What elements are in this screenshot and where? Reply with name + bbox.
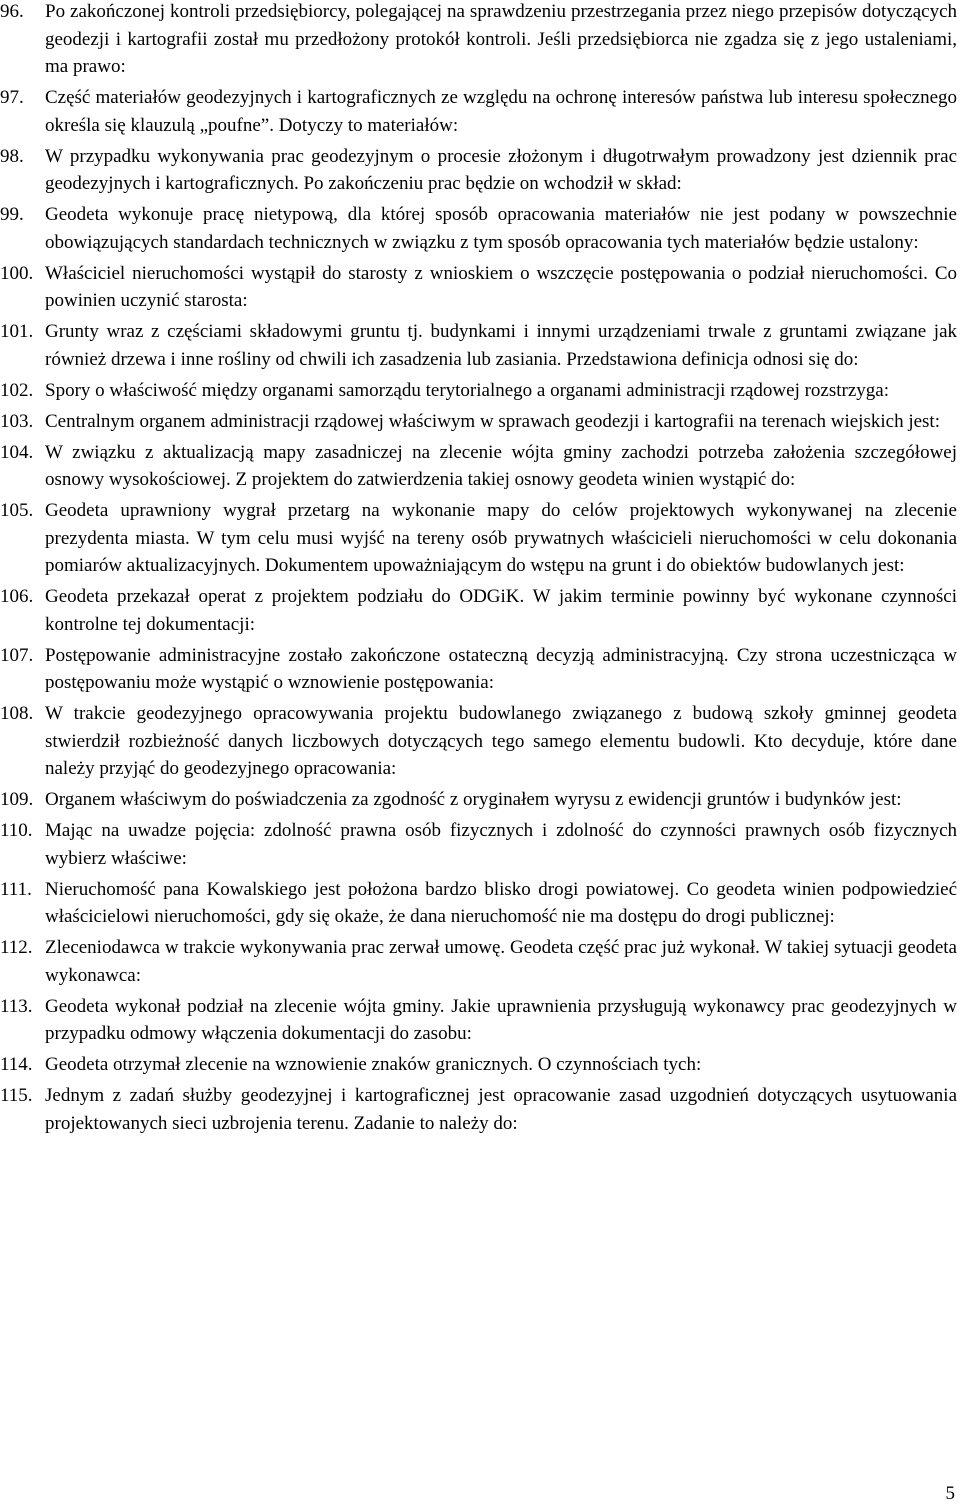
question-number: 115. bbox=[0, 1085, 33, 1106]
question-item bbox=[0, 993, 957, 1048]
question-item bbox=[0, 0, 957, 81]
question-number: 98. bbox=[0, 145, 24, 167]
question-text: Nieruchomość pana Kowalskiego jest położona bardzo blisko drogi powiatowej. Co geodeta winien podpowiedzieć właścicielowi nieruchomości, gdy się okaże, że dana nieruchomość nie ma dostępu do drogi publicznej: bbox=[45, 878, 957, 927]
question-text: W przypadku wykonywania prac geodezyjnym o procesie złożonym i długotrwałym prowadzony jest dziennik prac geodezyjnych i kartograficznych. Po zakończeniu prac będzie on wchodził w skład: bbox=[45, 145, 957, 194]
question-number: 108. bbox=[0, 703, 34, 724]
question-text: Po zakończonej kontroli przedsiębiorcy, polegającej na sprawdzeniu przestrzegania przez niego przepisów dotyczących geodezji i kartografii został mu przedłożony protokół kontroli. Jeśli przedsiębiorca nie zgadza się z jego ustaleniami, ma prawo: bbox=[45, 1, 957, 77]
page-number: 5 bbox=[945, 1483, 955, 1504]
question-text: Postępowanie administracyjne zostało zakończone ostateczną decyzją administracyjną. Czy strona uczestnicząca w postępowaniu może wystąpić o wznowienie postępowania: bbox=[45, 644, 957, 693]
question-number: 114. bbox=[0, 1054, 33, 1075]
question-text: Zleceniodawca w trakcie wykonywania prac zerwał umowę. Geodeta część prac już wykonał. W takiej sytuacji geodeta wykonawca: bbox=[45, 937, 957, 986]
question-item bbox=[0, 642, 957, 697]
question-item bbox=[0, 876, 957, 931]
question-item bbox=[0, 700, 957, 783]
question-item bbox=[0, 934, 957, 989]
question-number: 100. bbox=[0, 262, 34, 284]
question-text: Geodeta przekazał operat z projektem podziału do ODGiK. W jakim terminie powinny być wykonane czynności kontrolne tej dokumentacji: bbox=[45, 586, 957, 635]
question-item bbox=[0, 1082, 957, 1137]
question-item bbox=[0, 318, 957, 373]
question-number: 105. bbox=[0, 500, 34, 521]
question-number: 111. bbox=[0, 878, 32, 900]
question-item bbox=[0, 583, 957, 638]
question-text: Jednym z zadań służby geodezyjnej i kartograficznej jest opracowanie zasad uzgodnień dotyczących usytuowania projektowanych sieci uzbrojenia terenu. Zadanie to należy do: bbox=[45, 1085, 957, 1134]
question-text: Mając na uwadze pojęcia: zdolność prawna osób fizycznych i zdolność do czynności prawnych osób fizycznych wybierz właściwe: bbox=[45, 820, 957, 869]
question-item bbox=[0, 408, 957, 436]
question-number: 112. bbox=[0, 937, 33, 958]
question-text: Część materiałów geodezyjnych i kartograficznych ze względu na ochronę interesów państwa lub interesu społecznego określa się klauzulą „poufne”. Dotyczy to materiałów: bbox=[45, 87, 957, 136]
question-item bbox=[0, 786, 957, 814]
question-item bbox=[0, 1051, 957, 1079]
question-item bbox=[0, 201, 957, 256]
question-number: 109. bbox=[0, 789, 34, 810]
question-text: Geodeta wykonał podział na zlecenie wójta gminy. Jakie uprawnienia przysługują wykonawcy prac geodezyjnych w przypadku odmowy włączenia dokumentacji do zasobu: bbox=[45, 995, 957, 1044]
question-item bbox=[0, 377, 957, 405]
question-item bbox=[0, 84, 957, 139]
question-number: 97. bbox=[0, 87, 24, 108]
question-text: Właściciel nieruchomości wystąpił do starosty z wnioskiem o wszczęcie postępowania o podział nieruchomości. Co powinien uczynić starosta: bbox=[45, 262, 957, 311]
question-number: 103. bbox=[0, 410, 34, 432]
question-text: W związku z aktualizacją mapy zasadniczej na zlecenie wójta gminy zachodzi potrzeba założenia szczegółowej osnowy wysokościowej. Z projektem do zatwierdzenia takiej osnowy geodeta winien wystąpić do: bbox=[45, 441, 957, 490]
question-text: Centralnym organem administracji rządowej właściwym w sprawach geodezji i kartografii na terenach wiejskich jest: bbox=[45, 410, 940, 432]
question-number: 113. bbox=[0, 995, 33, 1017]
question-text: Spory o właściwość między organami samorządu terytorialnego a organami administracji rządowej rozstrzyga: bbox=[45, 379, 889, 401]
question-text: Organem właściwym do poświadczenia za zgodność z oryginałem wyrysu z ewidencji gruntów i budynków jest: bbox=[45, 789, 902, 810]
question-item bbox=[0, 497, 957, 580]
question-number: 99. bbox=[0, 204, 24, 225]
question-text: Grunty wraz z częściami składowymi gruntu tj. budynkami i innymi urządzeniami trwale z gruntami związane jak również drzewa i inne rośliny od chwili ich zasadzenia lub zasiania. Przedstawiona definicja odnosi się do: bbox=[45, 321, 957, 370]
question-number: 101. bbox=[0, 321, 34, 342]
question-number: 107. bbox=[0, 644, 34, 666]
question-text: W trakcie geodezyjnego opracowywania projektu budowlanego związanego z budową szkoły gminnej geodeta stwierdził rozbieżność danych liczbowych dotyczących tego samego elementu budowli. Kto decyduje, które dane należy przyjąć do geodezyjnego opracowania: bbox=[45, 703, 957, 779]
question-text: Geodeta uprawniony wygrał przetarg na wykonanie mapy do celów projektowych wykonywanej na zlecenie prezydenta miasta. W tym celu musi wyjść na tereny osób prywatnych właścicieli nieruchomości w celu dokonania pomiarów aktualizacyjnych. Dokumentem upoważniającym do wstępu na grunt i do obiektów budowlanych jest: bbox=[45, 500, 957, 576]
question-number: 96. bbox=[0, 1, 24, 22]
question-item bbox=[0, 260, 957, 315]
question-number: 106. bbox=[0, 586, 34, 607]
question-number: 110. bbox=[0, 820, 33, 841]
question-text: Geodeta otrzymał zlecenie na wznowienie znaków granicznych. O czynnościach tych: bbox=[45, 1054, 702, 1075]
question-item bbox=[0, 439, 957, 494]
question-number: 102. bbox=[0, 379, 34, 401]
question-item bbox=[0, 817, 957, 872]
question-item bbox=[0, 143, 957, 198]
question-number: 104. bbox=[0, 441, 34, 463]
question-text: Geodeta wykonuje pracę nietypową, dla której sposób opracowania materiałów nie jest podany w powszechnie obowiązujących standardach technicznych w związku z tym sposób opracowania tych materiałów będzie ustalony: bbox=[45, 204, 957, 253]
